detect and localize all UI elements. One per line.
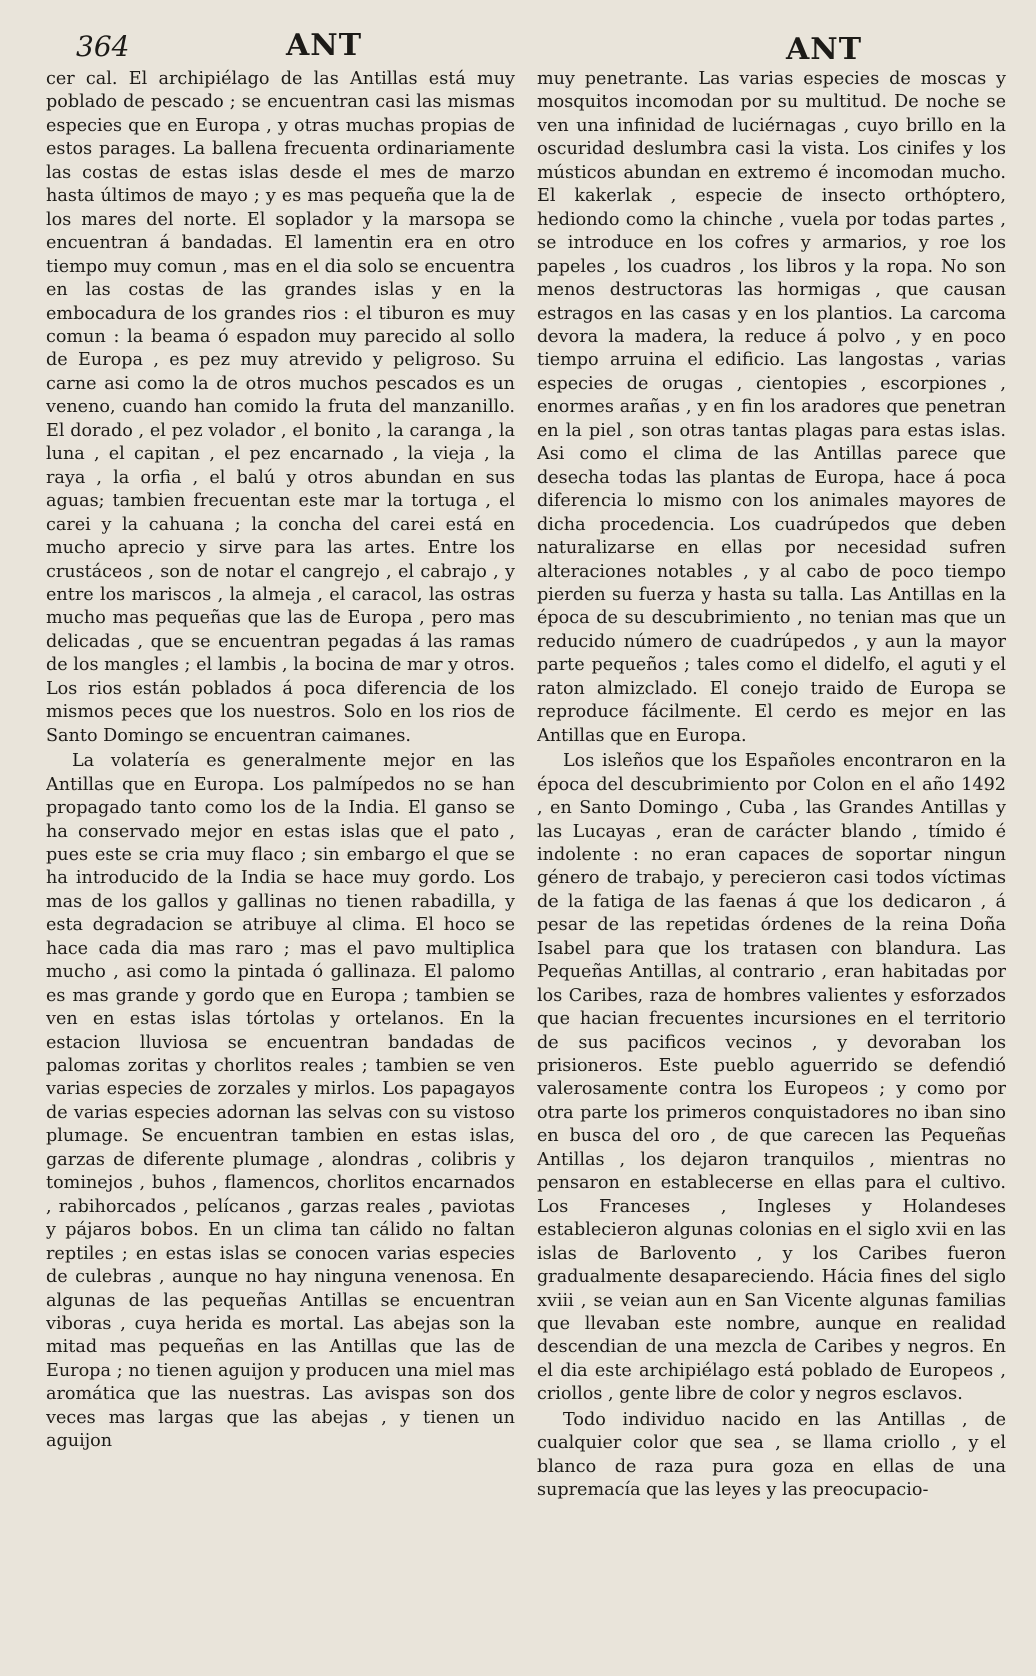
text-columns [46,68,1006,1668]
paragraph: Todo individuo nacido en las Antillas , de cualquier color que sea , se llama criollo , y el blanco de raza pura goza en ellas de una supremacía que las leyes y las preocupacio- [537,1409,1006,1501]
running-head-left: ANT [286,28,363,63]
page-header [46,28,1006,68]
left-column [46,68,515,1668]
running-head-right: ANT [786,32,863,67]
paragraph: muy penetrante. Las varias especies de moscas y mosquitos incomodan por su multitud. De noche se ven una infinidad de luciérnagas , cuyo brillo en la oscuridad deslumbra casi la vista. Los cinifes y los músticos abundan en extremo é incomodan mucho. El kakerlak , especie de insecto orthóptero, hediondo como la chinche , vuela por todas partes , se introduce en los cofres y armarios, y roe los papeles , los cuadros , los libros y la ropa. No son menos destructoras las hormigas , que causan estragos en las casas y en los plantios. La carcoma devora la madera, la reduce á polvo , y en poco tiempo arruina el edificio. Las langostas , varias especies de orugas , cientopies , escorpiones , enormes arañas , y en fin los aradores que penetran en la piel , son otras tantas plagas para estas islas. Asi como el clima de las Antillas parece que desecha todas las plantas de Europa, hace á poca diferencia lo mismo con los animales mayores de dicha procedencia. Los cuadrúpedos que deben naturalizarse en ellas por necesidad sufren alteraciones notables , y al cabo de poco tiempo pierden su fuerza y hasta su talla. Las Antillas en la época de su descubrimiento , no tenian mas que un reducido número de cuadrúpedos , y aun la mayor parte pequeños ; tales como el didelfo, el aguti y el raton almizclado. El conejo traido de Europa se reproduce fácilmente. El cerdo es mejor en las Antillas que en Europa. [537,69,1006,746]
paragraph: La volatería es generalmente mejor en las Antillas que en Europa. Los palmípedos no se han propagado tanto como los de la India. El ganso se ha conservado mejor en estas islas que el pato , pues este se cria muy flaco ; sin embargo el que se ha introducido de la India se hace muy gordo. Los mas de los gallos y gallinas no tienen rabadilla, y esta degradacion se atribuye al clima. El hoco se hace cada dia mas raro ; mas el pavo multiplica mucho , asi como la pintada ó gallinaza. El palomo es mas grande y gordo que en Europa ; tambien se ven en estas islas tórtolas y ortelanos. En la estacion lluviosa se encuentran bandadas de palomas zoritas y chorlitos reales ; tambien se ven varias especies de zorzales y mirlos. Los papagayos de varias especies adornan las selvas con su vistoso plumage. Se encuentran tambien en estas islas, garzas de diferente plumage , alondras , colibris y tominejos , buhos , flamencos, chorlitos encarnados , rabihorcados , pelícanos , garzas reales , paviotas y pájaros bobos. En un clima tan cálido no faltan reptiles ; en estas islas se conocen varias especies de culebras , aunque no hay ninguna venenosa. En algunas de las pequeñas Antillas se encuentran viboras , cuya herida es mortal. Las abejas son la mitad mas pequeñas en las Antillas que las de Europa ; no tienen aguijon y producen una miel mas aromática que las nuestras. Las avispas son dos veces mas largas que las abejas , y tienen un aguijon [46,751,515,1452]
right-column [537,68,1006,1668]
page-number: 364 [76,30,130,63]
paragraph: cer cal. El archipiélago de las Antillas está muy poblado de pescado ; se encuentran casi las mismas especies que en Europa , y otras muchas propias de estos parages. La ballena frecuenta ordinariamente las costas de estas islas desde el mes de marzo hasta últimos de mayo ; y es mas pequeña que la de los mares del norte. El soplador y la marsopa se encuentran á bandadas. El lamentin era en otro tiempo muy comun , mas en el dia solo se encuentra en las costas de las grandes islas y en la embocadura de los grandes rios : el tiburon es muy comun : la beama ó espadon muy parecido al sollo de Europa , es pez muy atrevido y peligroso. Su carne asi como la de otros muchos pescados es un veneno, cuando han comido la fruta del manzanillo. El dorado , el pez volador , el bonito , la caranga , la luna , el capitan , el pez encarnado , la vieja , la raya , la orfia , el balú y otros abundan en sus aguas; tambien frecuentan este mar la tortuga , el carei y la cahuana ; la concha del carei está en mucho aprecio y sirve para las artes. Entre los crustáceos , son de notar el cangrejo , el cabrajo , y entre los mariscos , la almeja , el caracol, las ostras mucho mas pequeñas que las de Europa , pero mas delicadas , que se encuentran pegadas á las ramas de los mangles ; el lambis , la bocina de mar y otros. Los rios están poblados á poca diferencia de los mismos peces que los nuestros. Solo en los rios de Santo Domingo se encuentran caimanes. [46,69,515,746]
paragraph: Los isleños que los Españoles encontraron en la época del descubrimiento por Colon en el año 1492 , en Santo Domingo , Cuba , las Grandes Antillas y las Lucayas , eran de carácter blando , tímido é indolente : no eran capaces de soportar ningun género de trabajo, y perecieron casi todos víctimas de la fatiga de las faenas á que los dedicaron , á pesar de las repetidas órdenes de la reina Doña Isabel para que los tratasen con blandura. Las Pequeñas Antillas, al contrario , eran habitadas por los Caribes, raza de hombres valientes y esforzados que hacian frecuentes incursiones en el territorio de sus pacificos vecinos , y devoraban los prisioneros. Este pueblo aguerrido se defendió valerosamente contra los Europeos ; y como por otra parte los primeros conquistadores no iban sino en busca del oro , de que carecen las Pequeñas Antillas , los dejaron tranquilos , mientras no pensaron en establecerse en ellas para el cultivo. Los Franceses , Ingleses y Holandeses establecieron algunas colonias en el siglo xvii en las islas de Barlovento , y los Caribes fueron gradualmente desapareciendo. Hácia fines del siglo xviii , se veian aun en San Vicente algunas familias que llevaban este nombre, aunque en realidad descendian de una mezcla de Caribes y negros. En el dia este archipiélago está poblado de Europeos , criollos , gente libre de color y negros esclavos. [537,751,1006,1405]
